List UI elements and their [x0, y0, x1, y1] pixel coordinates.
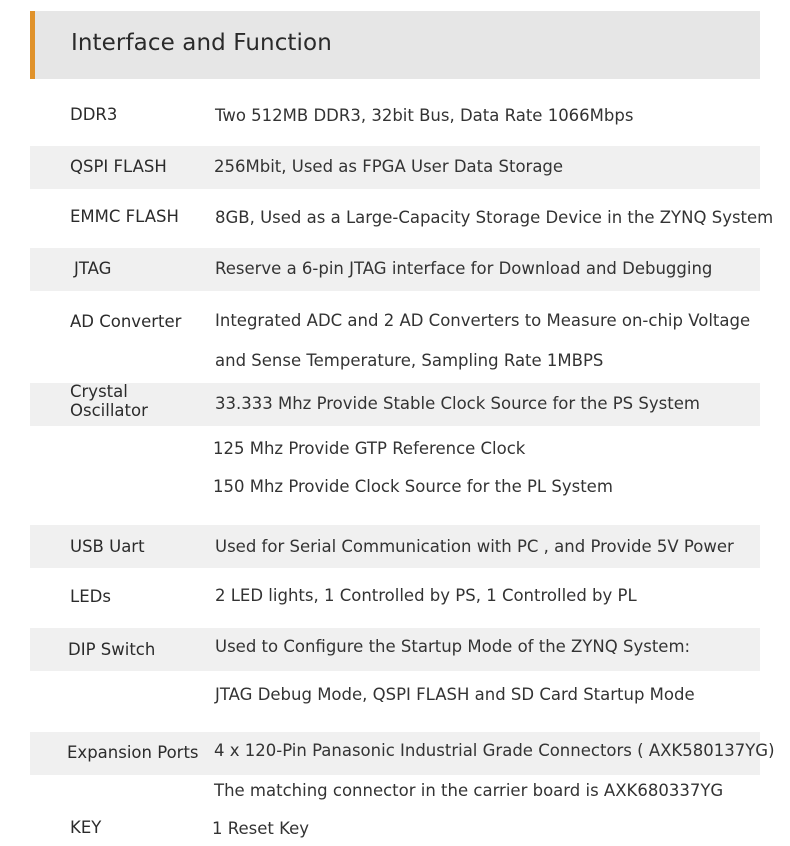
row-value-ad-line2: and Sense Temperature, Sampling Rate 1MBPS — [215, 351, 604, 370]
header-accent-bar — [30, 11, 35, 79]
row-value-crystal-line1: 33.333 Mhz Provide Stable Clock Source for the PS System — [215, 394, 700, 413]
row-value-leds: 2 LED lights, 1 Controlled by PS, 1 Controlled by PL — [215, 586, 637, 605]
row-value-crystal-line3: 150 Mhz Provide Clock Source for the PL System — [213, 477, 613, 496]
row-value-ad-line1: Integrated ADC and 2 AD Converters to Measure on-chip Voltage — [215, 311, 751, 330]
section-header — [30, 11, 760, 79]
row-label-crystal-line2: Oscillator — [70, 401, 148, 420]
row-value-dip-line2: JTAG Debug Mode, QSPI FLASH and SD Card Startup Mode — [215, 685, 695, 704]
row-label-dip: DIP Switch — [68, 640, 156, 659]
row-label-ad: AD Converter — [70, 312, 182, 331]
row-value-expansion-line2: The matching connector in the carrier board is AXK680337YG — [214, 781, 724, 800]
row-value-emmc: 8GB, Used as a Large-Capacity Storage Device in the ZYNQ System — [215, 208, 774, 227]
row-label-emmc: EMMC FLASH — [70, 207, 179, 226]
row-label-ddr3: DDR3 — [70, 105, 118, 124]
row-value-crystal-line2: 125 Mhz Provide GTP Reference Clock — [213, 439, 526, 458]
row-value-dip-line1: Used to Configure the Startup Mode of the ZYNQ System: — [215, 637, 691, 656]
row-label-jtag: JTAG — [74, 259, 112, 278]
row-label-key: KEY — [70, 818, 102, 837]
row-value-expansion-line1: 4 x 120-Pin Panasonic Industrial Grade Connectors ( AXK580137YG) — [214, 741, 775, 760]
row-value-usb: Used for Serial Communication with PC , and Provide 5V Power — [215, 537, 734, 556]
row-label-usb: USB Uart — [70, 537, 145, 556]
row-value-key: 1 Reset Key — [212, 819, 309, 838]
row-label-crystal-line1: Crystal — [70, 382, 128, 401]
row-label-qspi: QSPI FLASH — [70, 157, 167, 176]
row-label-expansion: Expansion Ports — [67, 743, 199, 762]
row-label-leds: LEDs — [70, 587, 111, 606]
row-value-jtag: Reserve a 6-pin JTAG interface for Download and Debugging — [215, 259, 713, 278]
row-value-qspi: 256Mbit, Used as FPGA User Data Storage — [214, 157, 564, 176]
page-title: Interface and Function — [71, 30, 332, 56]
row-value-ddr3: Two 512MB DDR3, 32bit Bus, Data Rate 1066Mbps — [215, 106, 634, 125]
